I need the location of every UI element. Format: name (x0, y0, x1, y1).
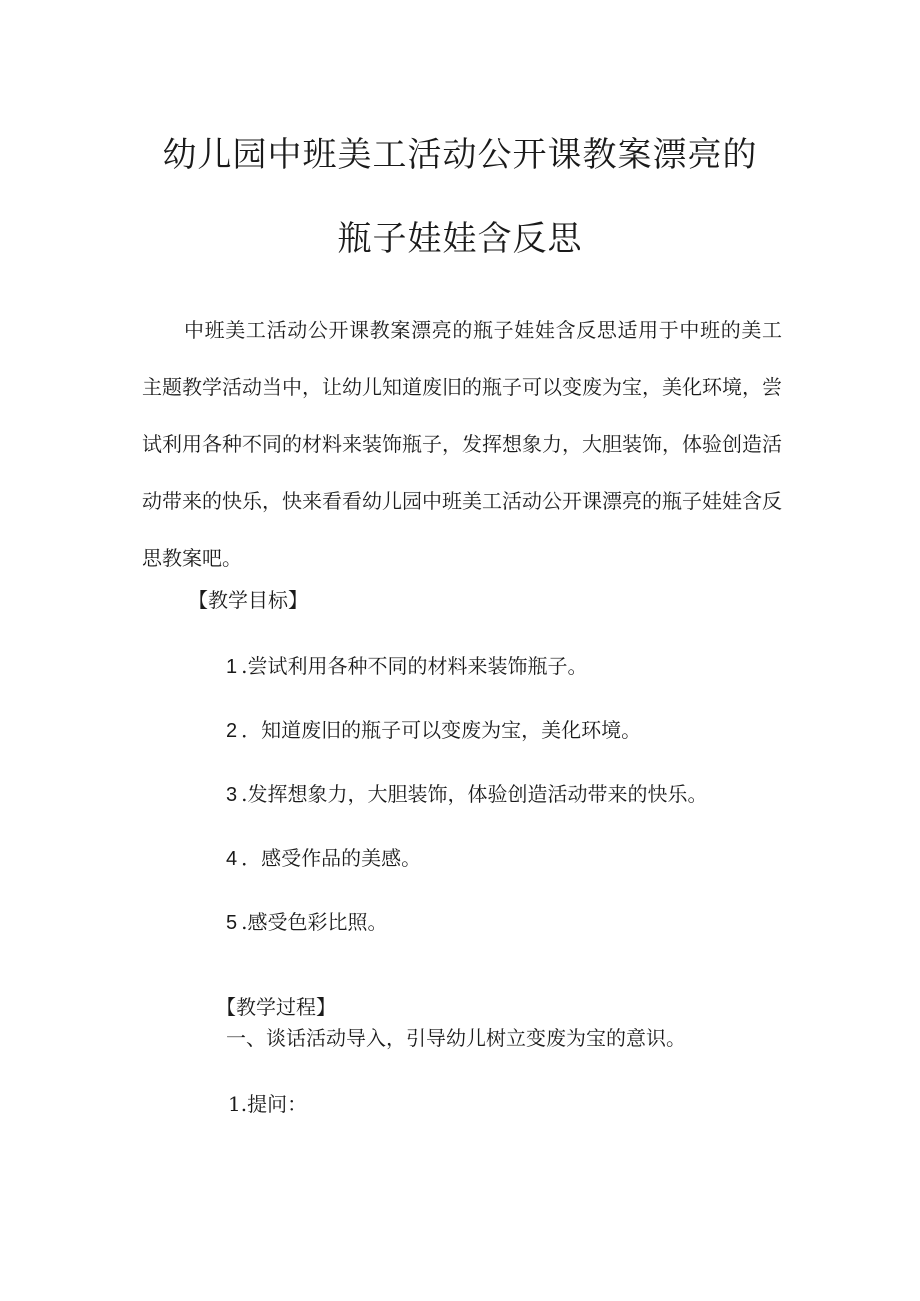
goal-number: 3 (226, 784, 238, 806)
goal-number: 5 (226, 912, 238, 934)
intro-paragraph: 中班美工活动公开课教案漂亮的瓶子娃娃含反思适用于中班的美工主题教学活动当中，让幼儿知道废旧的瓶子可以变废为宝，美化环境，尝试利用各种不同的材料来装饰瓶子，发挥想象力，大胆装饰，体验创造活动带来的快乐，快来看看幼儿园中班美工活动公开课漂亮的瓶子娃娃含反思教案吧。 (142, 318, 782, 570)
process-step-1: 一、谈话活动导入，引导幼儿树立变废为宝的意识。 (226, 1026, 686, 1050)
process-question-1: 1.提问： (228, 1092, 308, 1116)
goal-text: .感受色彩比照。 (241, 910, 388, 934)
goal-number: 2 (226, 720, 238, 742)
goal-item (226, 784, 707, 805)
goal-number: 4 (226, 848, 238, 870)
goal-number: 1 (226, 656, 238, 678)
goal-item (226, 912, 387, 933)
goal-text: ．感受作品的美感。 (241, 846, 422, 870)
document-title-line-1: 幼儿园中班美工活动公开课教案漂亮的 (162, 135, 758, 175)
goal-text: ．知道废旧的瓶子可以变废为宝，美化环境。 (241, 718, 642, 742)
goal-text: .发挥想象力，大胆装饰，体验创造活动带来的快乐。 (241, 782, 708, 806)
teaching-goals-heading: 【教学目标】 (188, 588, 308, 612)
teaching-process-heading: 【教学过程】 (216, 995, 336, 1019)
document-title-line-2: 瓶子娃娃含反思 (337, 219, 583, 259)
goal-item (226, 720, 641, 741)
goal-text: .尝试利用各种不同的材料来装饰瓶子。 (241, 654, 588, 678)
goal-item (226, 656, 587, 677)
goal-item (226, 848, 421, 869)
